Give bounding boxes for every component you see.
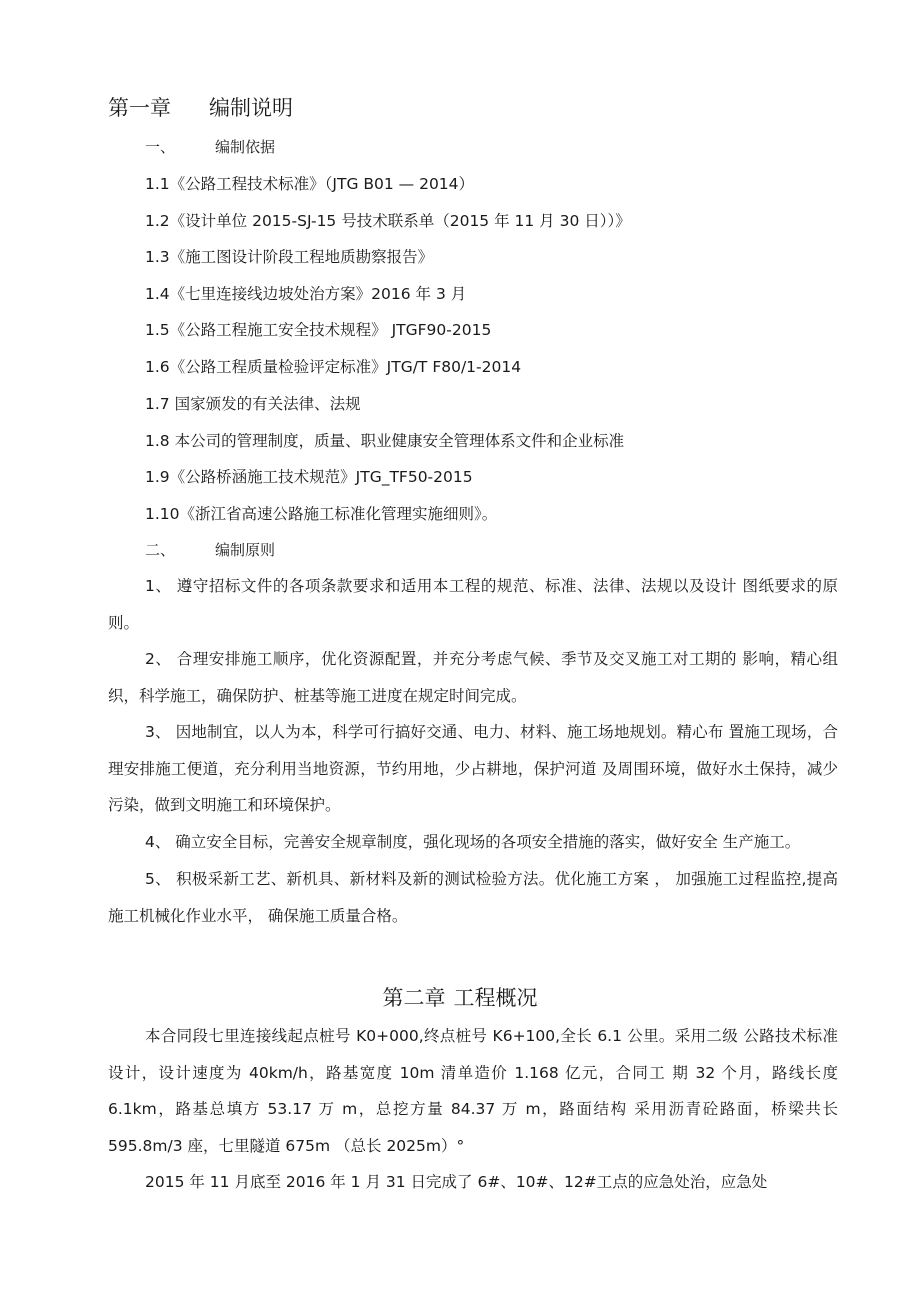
chapter-1-title: 编制说明	[209, 96, 293, 120]
section-1-title: 编制依据	[215, 138, 276, 156]
reference-item: 1.9《公路桥涵施工技术规范》JTG_TF50-2015	[145, 468, 473, 486]
section-2-title: 编制原则	[215, 541, 276, 559]
reference-item: 1.6《公路工程质量检验评定标准》JTG/T F80/1-2014	[145, 358, 522, 376]
principle-paragraph: 3、 因地制宜，以人为本，科学可行搞好交通、电力、材料、施工场地规划。精心布 置施工现场，合理安排施工便道，充分利用当地资源，节约用地，少占耕地，保护河道 及周围环境，做好水土保持，减少污染，做到文明施工和环境保护。	[108, 723, 838, 814]
reference-item: 1.2《设计单位 2015-SJ-15 号技术联系单（2015 年 11 月 30 日））》	[145, 212, 631, 230]
principle-paragraph: 4、 确立安全目标，完善安全规章制度，强化现场的各项安全措施的落实，做好安全 生产施工。	[145, 833, 801, 851]
section-1-heading	[145, 136, 275, 157]
reference-item: 1.1《公路工程技术标准》（JTG B01 — 2014）	[145, 175, 475, 193]
principle-paragraph: 1、 遵守招标文件的各项条款要求和适用本工程的规范、标准、法律、法规以及设计 图纸要求的原则。	[108, 577, 838, 632]
section-2-number: 二、	[145, 541, 176, 559]
reference-item: 1.4《七里连接线边坡处治方案》2016 年 3 月	[145, 285, 467, 303]
chapter-2-heading	[0, 982, 920, 1012]
chapter-1-heading	[108, 92, 293, 122]
chapter-2-prefix: 第二章	[382, 986, 446, 1010]
section-2-heading	[145, 539, 275, 560]
overview-paragraph: 2015 年 11 月底至 2016 年 1 月 31 日完成了 6#、10#、12#工点的应急处治，应急处	[145, 1173, 768, 1191]
reference-item: 1.3《施工图设计阶段工程地质勘察报告》	[145, 248, 434, 266]
principle-paragraph: 5、 积极采新工艺、新机具、新材料及新的测试检验方法。优化施工方案 ， 加强施工过程监控,提高施工机械化作业水平， 确保施工质量合格。	[108, 870, 838, 925]
principle-paragraph: 2、 合理安排施工顺序，优化资源配置，并充分考虑气候、季节及交叉施工对工期的 影响，精心组织，科学施工，确保防护、桩基等施工进度在规定时间完成。	[108, 650, 838, 705]
reference-item: 1.10《浙江省高速公路施工标准化管理实施细则》。	[145, 505, 498, 523]
chapter-1-prefix: 第一章	[108, 96, 171, 120]
section-1-number: 一、	[145, 138, 176, 156]
chapter-2-title: 工程概况	[453, 986, 538, 1010]
overview-paragraph: 本合同段七里连接线起点桩号 K0+000,终点桩号 K6+100,全长 6.1 公里。采用二级 公路技术标准设计，设计速度为 40km/h，路基宽度 10m 清单造价 1.168 亿元，合同工 期 32 个月，路线长度 6.1km，路基总填方 53.17 万 m，总挖方量 84.37 万 m，路面结构 采用沥青砼路面，桥梁共长 595.8m/3 座，七里隧道 675m （总长 2025m）°	[108, 1027, 838, 1155]
reference-item: 1.8 本公司的管理制度，质量、职业健康安全管理体系文件和企业标准	[145, 432, 625, 450]
reference-item: 1.7 国家颁发的有关法律、法规	[145, 395, 361, 413]
reference-item: 1.5《公路工程施工安全技术规程》 JTGF90-2015	[145, 321, 492, 339]
